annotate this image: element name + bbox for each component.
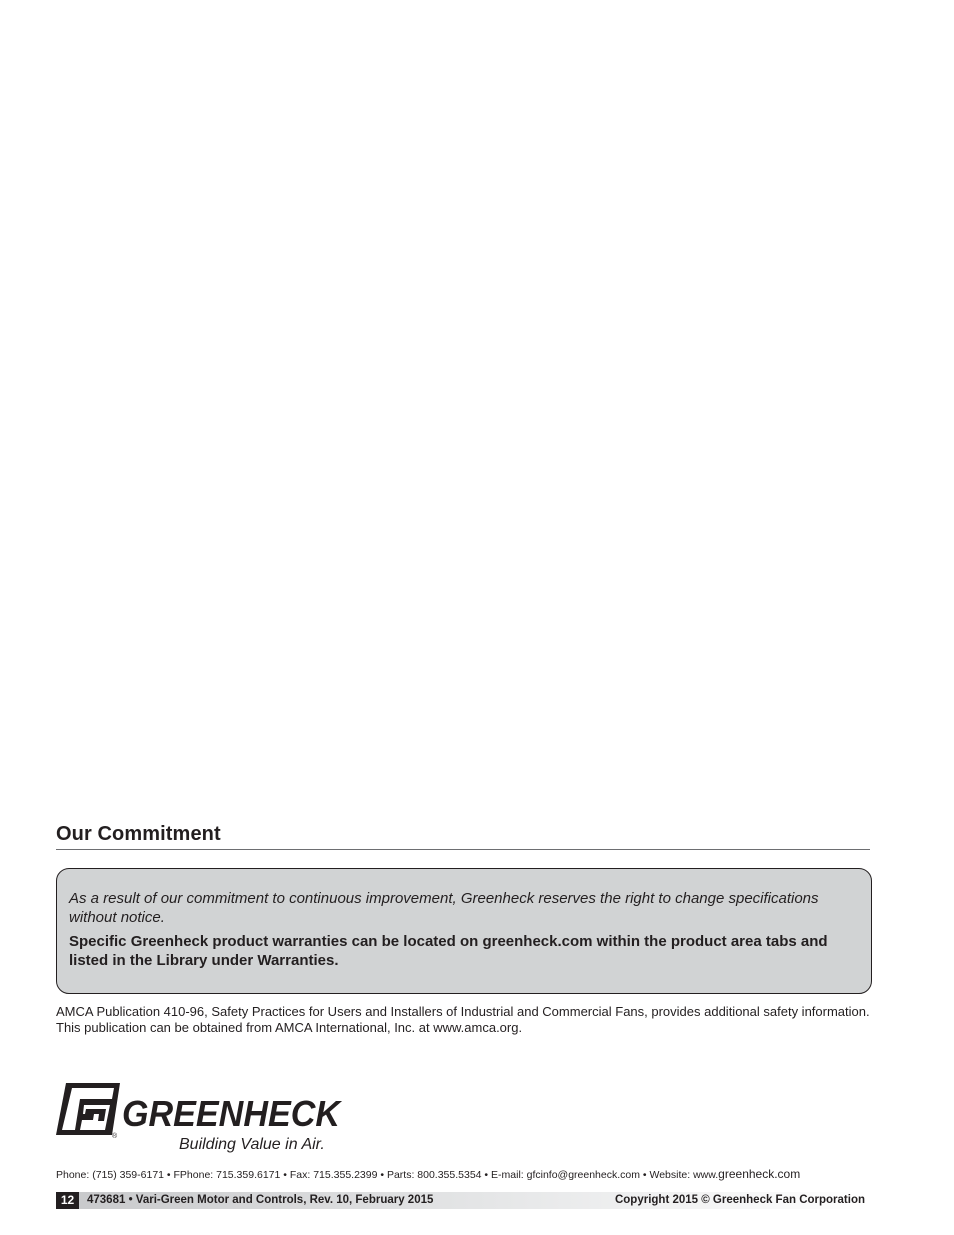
website-domain: greenheck.com (718, 1167, 801, 1181)
title-divider (56, 849, 870, 850)
page-footer (56, 1192, 870, 1209)
greenheck-logo-icon (56, 1083, 346, 1155)
greenheck-logo (56, 1083, 346, 1155)
contact-info (56, 1167, 800, 1181)
commitment-notice-box (56, 868, 872, 994)
logo-wordmark: GREENHECK (122, 1093, 343, 1134)
registered-mark: ® (112, 1133, 118, 1140)
copyright-notice: Copyright 2015 © Greenheck Fan Corporation (614, 1194, 865, 1206)
warranty-notice: Specific Greenheck product warranties can be located on greenheck.com within the product area tabs and listed in the Library under Warranties. (69, 933, 828, 969)
page-number: 12 (56, 1192, 79, 1209)
contact-details: Phone: (715) 359-6171 • FPhone: 715.359.6171 • Fax: 715.355.2399 • Parts: 800.355.5354 • E-mail: gfcinfo@greenheck.com • Website: www. (56, 1169, 719, 1181)
logo-tagline: Building Value in Air. (179, 1136, 325, 1153)
section-title: Our Commitment (56, 823, 221, 845)
specification-notice: As a result of our commitment to continuous improvement, Greenheck reserves the right to change specifications without notice. (69, 890, 819, 926)
document-id: 473681 • Vari-Green Motor and Controls, Rev. 10, February 2015 (87, 1194, 434, 1206)
amca-safety-note: AMCA Publication 410-96, Safety Practices for Users and Installers of Industrial and Commercial Fans, provides additional safety information. This publication can be obtained from AMCA International, Inc. at www.amca.org. (56, 1004, 870, 1035)
